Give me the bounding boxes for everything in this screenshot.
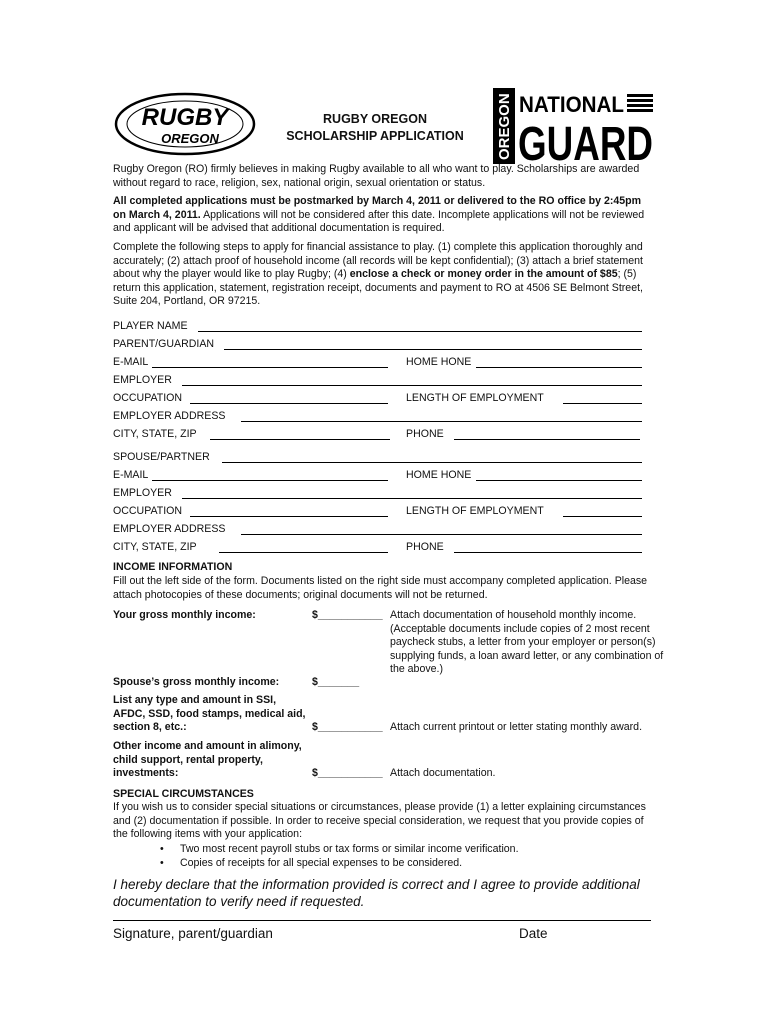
spouse-employer-address-label: EMPLOYER ADDRESS (113, 523, 226, 535)
home-phone-label: HOME HONE (406, 356, 472, 368)
income-row-amount[interactable]: $___________ (312, 721, 383, 733)
email-field[interactable] (152, 367, 388, 368)
page-title (270, 111, 480, 145)
guard-logo-guard: GUARD (518, 118, 653, 171)
income-row-doc: Attach current printout or letter stating monthly award. (390, 721, 643, 733)
declaration-text: I hereby declare that the information provided is correct and I agree to provide additional documentation to verify need if requested. (113, 877, 640, 909)
oregon-logo-word: OREGON (161, 131, 219, 146)
spouse-occupation-field[interactable] (190, 516, 388, 517)
parent-guardian-field[interactable] (224, 349, 642, 350)
occupation-label: OCCUPATION (113, 392, 183, 404)
income-row-doc: Attach documentation. (390, 767, 496, 779)
spouse-employer-address-field[interactable] (241, 534, 642, 535)
signature-line[interactable] (113, 920, 651, 921)
income-heading: INCOME INFORMATION (113, 561, 233, 573)
special-heading: SPECIAL CIRCUMSTANCES (113, 788, 254, 800)
spouse-home-phone-label: HOME HONE (406, 469, 472, 481)
spouse-phone-field[interactable] (454, 552, 642, 553)
spouse-length-employment-field[interactable] (563, 516, 642, 517)
steps-text-b: ; (5) return this application, statement, registration receipt, documents and payment to RO at 4506 SE Belmont Street, Suite 204, Portland, OR 97215. (113, 268, 643, 307)
date-label: Date (519, 926, 548, 941)
list-item: • Two most recent payroll stubs or tax forms or similar income verification. (160, 842, 519, 856)
employer-field[interactable] (182, 385, 642, 386)
guard-logo-oregon: OREGON (496, 93, 513, 160)
length-employment-field[interactable] (563, 403, 642, 404)
special-text: If you wish us to consider special situations or circumstances, please provide (1) a letter explaining circumstances and (2) documentation if possible. In order to receive special consideration, we request that you provide copies of the following items with your application: (113, 801, 646, 840)
spouse-phone-label: PHONE (406, 541, 444, 553)
flag-icon (627, 94, 653, 112)
guard-logo-national: NATIONAL (519, 92, 624, 117)
phone-field[interactable] (454, 439, 640, 440)
deadline-text: All completed applications must be postmarked by March 4, 2011 or delivered to the RO office by 2:45pm on March 4, 2011. (113, 195, 642, 221)
income-row-amount[interactable]: $_______ (312, 676, 360, 688)
spouse-home-phone-field[interactable] (476, 480, 642, 481)
city-state-zip-label: CITY, STATE, ZIP (113, 428, 197, 440)
spouse-employer-label: EMPLOYER (113, 487, 172, 499)
parent-guardian-label: PARENT/GUARDIAN (113, 338, 215, 350)
steps-text-a: Complete the following steps to apply for financial assistance to play. (1) complete this application thoroughly and accurately; (2) attach proof of household income (all records will be kept confidential); (3) attach a brief statement about why the player would like to play Rugby; (4) (113, 241, 643, 280)
employer-label: EMPLOYER (113, 374, 172, 386)
home-phone-field[interactable] (476, 367, 642, 368)
spouse-length-employment-label: LENGTH OF EMPLOYMENT (406, 505, 544, 517)
rugby-oregon-logo (114, 92, 256, 156)
special-bullet-list (160, 842, 519, 870)
income-row-label: Your gross monthly income: (113, 609, 256, 621)
income-row-amount[interactable]: $___________ (312, 609, 383, 621)
intro-paragraph-2 (113, 195, 653, 236)
phone-label: PHONE (406, 428, 444, 440)
spouse-city-state-zip-label: CITY, STATE, ZIP (113, 541, 197, 553)
deadline-rest: Applications will not be considered after this date. Incomplete applications will not be reviewed and applicant will be advised that additional documentation is required. (113, 208, 645, 234)
employer-address-field[interactable] (241, 421, 642, 422)
income-row-amount[interactable]: $___________ (312, 767, 383, 779)
spouse-occupation-label: OCCUPATION (113, 505, 183, 517)
spouse-city-state-zip-field[interactable] (219, 552, 388, 553)
player-name-field[interactable] (198, 331, 642, 332)
occupation-field[interactable] (190, 403, 388, 404)
spouse-partner-label: SPOUSE/PARTNER (113, 451, 210, 463)
spouse-email-label: E-MAIL (113, 469, 149, 481)
spouse-email-field[interactable] (152, 480, 388, 481)
income-row-label: Other income and amount in alimony, child support, rental property, investments: (113, 740, 302, 779)
income-row-doc: Attach documentation of household monthly income. (Acceptable documents include copies of 2 most recent paycheck stubs, a letter from your employer or person(s) supplying funds, a loan award letter, or any combination of the above.) (390, 609, 664, 675)
intro-paragraph-1: Rugby Oregon (RO) firmly believes in making Rugby available to all who want to play. Scholarships are awarded without regard to race, religion, sex, national origin, sexual orientation or status. (113, 163, 640, 189)
oregon-national-guard-logo (493, 88, 655, 171)
email-label: E-MAIL (113, 356, 149, 368)
title-line-1: RUGBY OREGON (323, 112, 427, 126)
list-item: • Copies of receipts for all special expenses to be considered. (160, 856, 519, 870)
spouse-partner-field[interactable] (222, 462, 642, 463)
employer-address-label: EMPLOYER ADDRESS (113, 410, 226, 422)
income-row-label: Spouse’s gross monthly income: (113, 676, 280, 688)
income-row-label: List any type and amount in SSI, AFDC, SSD, food stamps, medical aid, section 8, etc.: (113, 694, 306, 733)
income-instructions: Fill out the left side of the form. Documents listed on the right side must accompany completed application. Please attach photocopies of these documents; original documents will not be returned. (113, 575, 648, 601)
player-name-label: PLAYER NAME (113, 320, 188, 332)
intro-paragraph-3 (113, 241, 653, 309)
city-state-zip-field[interactable] (210, 439, 390, 440)
payment-text: enclose a check or money order in the amount of $85 (349, 268, 618, 280)
rugby-logo-word: RUGBY (141, 104, 229, 131)
spouse-employer-field[interactable] (182, 498, 642, 499)
length-employment-label: LENGTH OF EMPLOYMENT (406, 392, 544, 404)
title-line-2: SCHOLARSHIP APPLICATION (286, 129, 464, 143)
signature-label: Signature, parent/guardian (113, 926, 273, 941)
